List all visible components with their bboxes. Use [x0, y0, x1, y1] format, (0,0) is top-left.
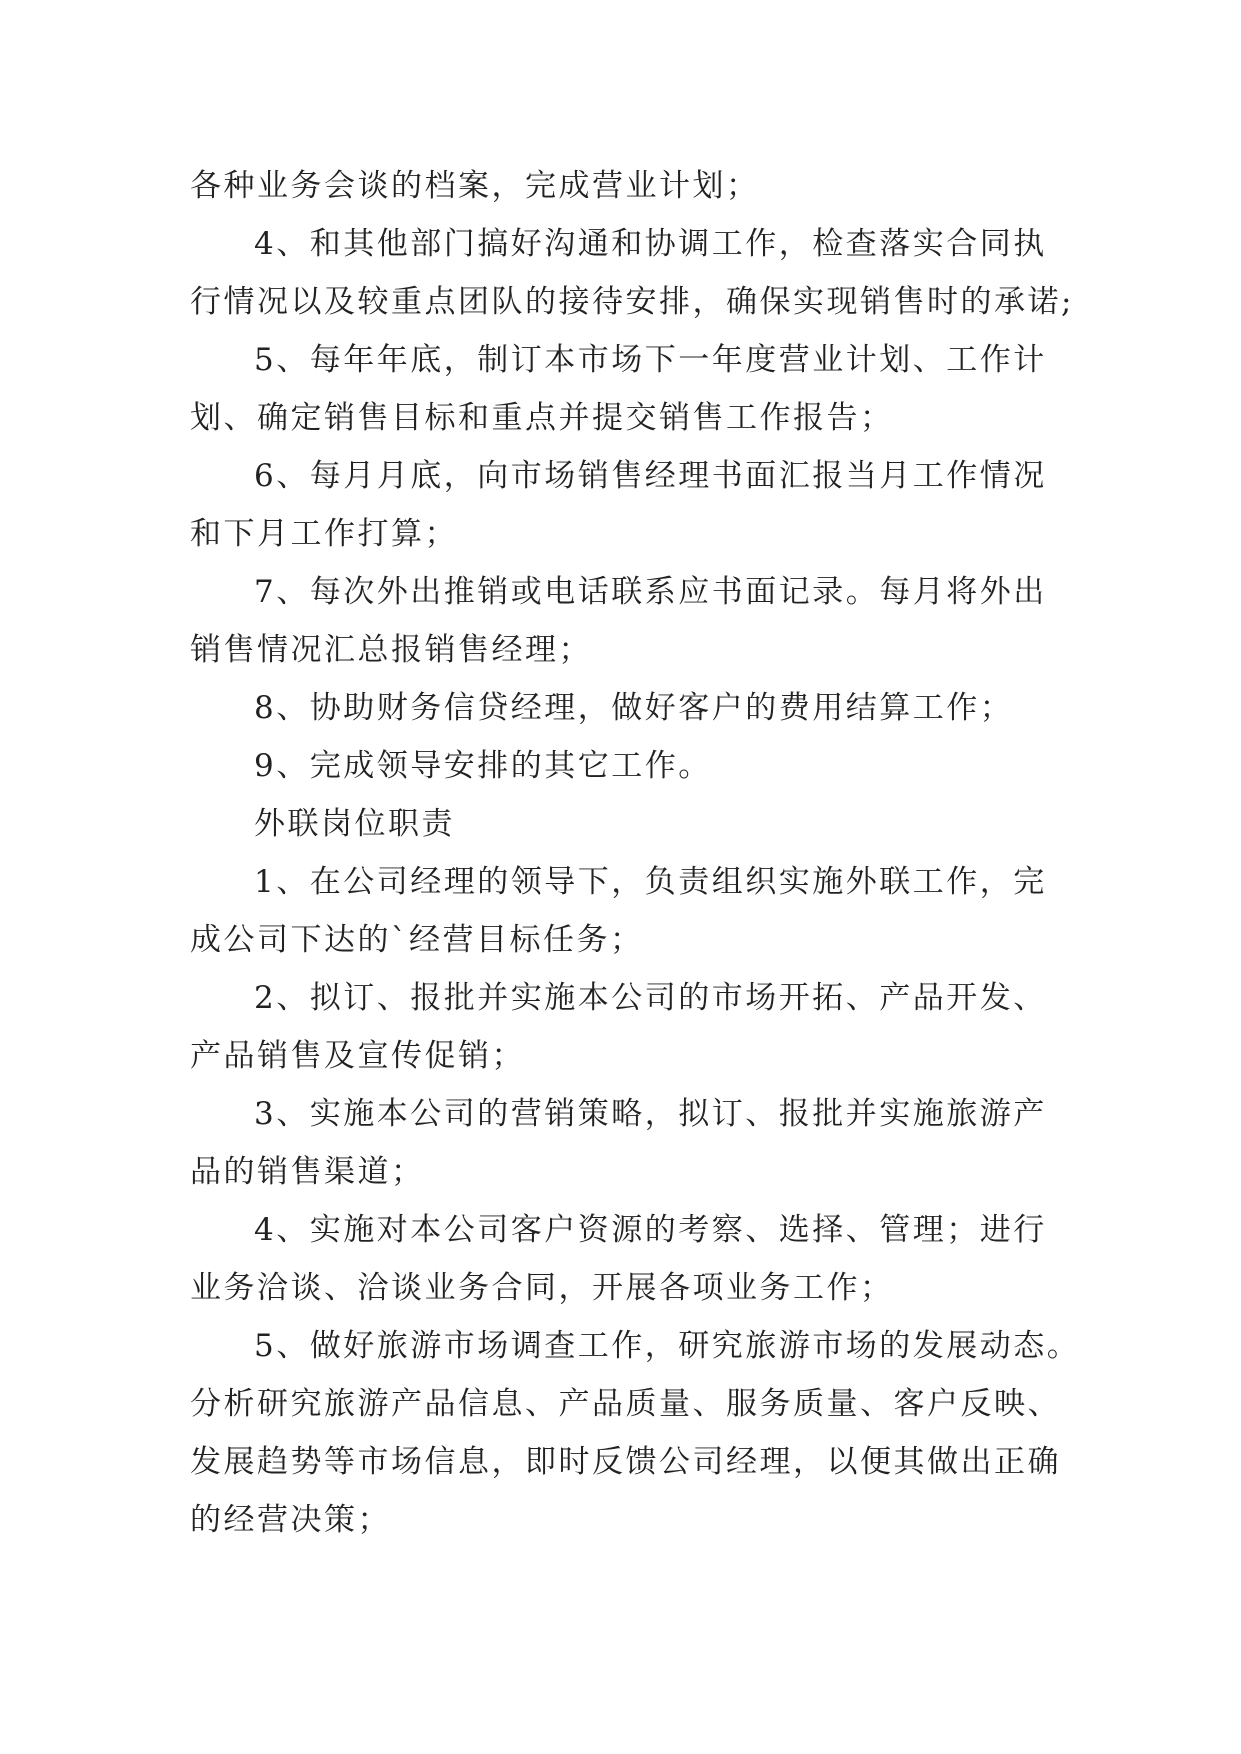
text-line: 7、每次外出推销或电话联系应书面记录。每月将外出 [254, 574, 1047, 610]
text-line: 分析研究旅游产品信息、产品质量、服务质量、客户反映、 [190, 1386, 1061, 1422]
text-line: 3、实施本公司的营销策略，拟订、报批并实施旅游产 [254, 1096, 1047, 1132]
text-line: 1、在公司经理的领导下，负责组织实施外联工作，完 [254, 864, 1047, 900]
text-line: 4、和其他部门搞好沟通和协调工作，检查落实合同执 [254, 226, 1047, 262]
text-line: 各种业务会谈的档案，完成营业计划； [190, 168, 760, 204]
text-line: 4、实施对本公司客户资源的考察、选择、管理；进行 [254, 1212, 1047, 1248]
text-line: 8、协助财务信贷经理，做好客户的费用结算工作； [254, 690, 1014, 726]
text-line: 和下月工作打算； [190, 516, 458, 552]
text-line: 成公司下达的`经营目标任务； [190, 922, 644, 958]
text-line: 划、确定销售目标和重点并提交销售工作报告； [190, 400, 894, 436]
text-line: 行情况以及较重点团队的接待安排，确保实现销售时的承诺; [190, 284, 1074, 320]
text-line: 6、每月月底，向市场销售经理书面汇报当月工作情况 [254, 458, 1047, 494]
text-line: 9、完成领导安排的其它工作。 [254, 748, 712, 784]
text-line: 2、拟订、报批并实施本公司的市场开拓、产品开发、 [254, 980, 1047, 1016]
text-line: 产品销售及宣传促销； [190, 1038, 525, 1074]
text-line: 的经营决策； [190, 1502, 391, 1538]
section-heading: 外联岗位职责 [254, 806, 455, 842]
text-line: 销售情况汇总报销售经理； [190, 632, 592, 668]
text-line: 5、做好旅游市场调查工作，研究旅游市场的发展动态。 [254, 1328, 1081, 1364]
text-line: 业务洽谈、洽谈业务合同，开展各项业务工作； [190, 1270, 894, 1306]
text-line: 发展趋势等市场信息，即时反馈公司经理，以便其做出正确 [190, 1444, 1061, 1480]
document-body [190, 157, 1081, 1549]
text-line: 品的销售渠道； [190, 1154, 425, 1190]
text-line: 5、每年年底，制订本市场下一年度营业计划、工作计 [254, 342, 1047, 378]
